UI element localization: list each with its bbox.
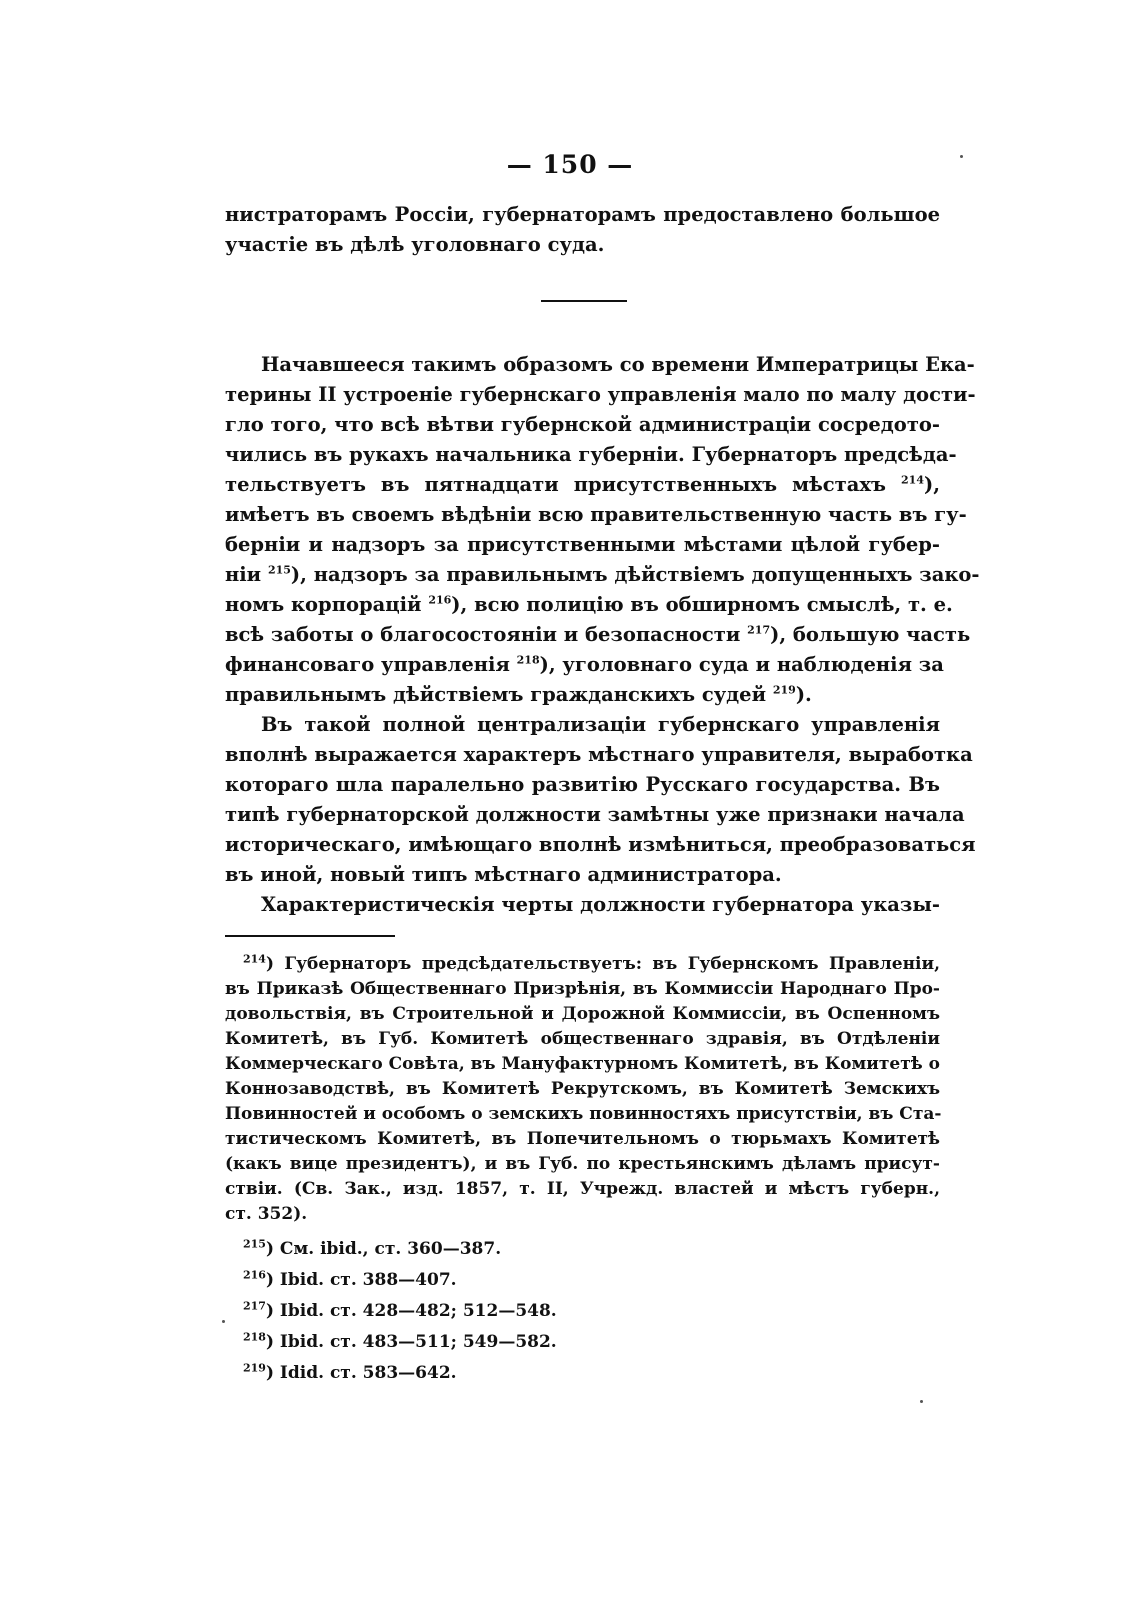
footnote-217: $^{217}$) Ibid. ст. 428—482; 512—548. — [243, 1299, 557, 1321]
footnote-marker: 219 — [243, 1361, 266, 1375]
footnote-line: ст. 352). — [225, 1204, 308, 1224]
footnote-line: Повинностей и особомъ о земскихъ повинностяхъ присутствіи, въ Ста- — [225, 1104, 942, 1124]
section-divider — [541, 300, 627, 302]
footnote-line: Коммерческаго Совѣта, въ Мануфактурномъ Комитетѣ, въ Комитетѣ о — [225, 1054, 940, 1074]
footnote-line: Комитетѣ, въ Губ. Комитетѣ общественнаго здравія, въ Отдѣленіи — [225, 1029, 940, 1049]
footnote-divider — [225, 935, 395, 937]
text-line: Характеристическія черты должности губернатора указы- — [261, 893, 940, 916]
scan-speck — [960, 155, 963, 158]
text-line: историческаго, имѣющаго вполнѣ измѣниться, преобразоваться — [225, 833, 976, 856]
footnote-line: тистическомъ Комитетѣ, въ Попечительномъ о тюрьмахъ Комитетѣ — [225, 1129, 940, 1149]
footnote-ref-214[interactable]: 214 — [901, 473, 924, 487]
continuation-paragraph — [225, 200, 940, 260]
footnote-marker: 218 — [243, 1330, 266, 1344]
footnote-ref-217[interactable]: 217 — [747, 623, 771, 637]
footnote-marker: 214 — [243, 952, 266, 966]
text-line: финансоваго управленія $^{218}$), уголовнаго суда и наблюденія за — [225, 653, 944, 676]
text-line: въ иной, новый типъ мѣстнаго администратора. — [225, 863, 782, 886]
text-line: терины II устроеніе губернскаго управленія мало по малу дости- — [225, 383, 976, 406]
footnote-218: $^{218}$) Ibid. ст. 483—511; 549—582. — [243, 1330, 557, 1352]
text-line: типѣ губернаторской должности замѣтны уже признаки начала — [225, 803, 965, 826]
footnote-marker: 215 — [243, 1237, 266, 1251]
footnote-ref-219[interactable]: 219 — [772, 683, 796, 697]
paragraph-centralization-origin — [225, 350, 980, 710]
text-line: имѣетъ въ своемъ вѣдѣніи всю правительственную часть въ гу- — [225, 503, 967, 526]
text-line: всѣ заботы о благосостояніи и безопасности $^{217}$), большую часть — [225, 623, 971, 646]
text-line: берніи и надзоръ за присутственными мѣстами цѣлой губер- — [225, 533, 940, 556]
text-line: ніи $^{215}$), надзоръ за правильнымъ дѣйствіемъ допущенныхъ зако- — [225, 563, 980, 586]
text-line: вполнѣ выражается характеръ мѣстнаго управителя, выработка — [225, 743, 973, 766]
footnote-215: $^{215}$) См. ibid., ст. 360—387. — [243, 1237, 502, 1259]
text-line: номъ корпорацій $^{216}$), всю полицію въ обширномъ смыслѣ, т. е. — [225, 593, 953, 616]
text-line: Въ такой полной централизаціи губернскаго управленія — [261, 713, 940, 736]
footnote-line: ствіи. (Св. Зак., изд. 1857, т. II, Учрежд. властей и мѣстъ губерн., — [225, 1179, 940, 1199]
text-line: котораго шла паралельно развитію Русскаго государства. Въ — [225, 773, 940, 796]
footnote-line: Коннозаводствѣ, въ Комитетѣ Рекрутскомъ, въ Комитетѣ Земскихъ — [225, 1079, 940, 1099]
text-line: правильнымъ дѣйствіемъ гражданскихъ судей $^{219}$). — [225, 683, 812, 706]
footnote-ref-216[interactable]: 216 — [428, 593, 452, 607]
footnote-marker: 217 — [243, 1299, 266, 1313]
text-line: тельствуетъ въ пятнадцати присутственныхъ мѣстахъ $^{214}$), — [225, 473, 940, 496]
footnotes — [225, 952, 940, 1386]
text-line: нистраторамъ Россіи, губернаторамъ предоставлено большое — [225, 203, 940, 226]
text-line: Начавшееся такимъ образомъ со времени Императрицы Ека- — [261, 353, 975, 376]
footnote-line: (какъ вице президентъ), и въ Губ. по крестьянскимъ дѣламъ присут- — [225, 1154, 940, 1174]
scan-speck — [920, 1400, 923, 1403]
footnote-marker: 216 — [243, 1268, 266, 1282]
paragraph-centralization-character — [225, 710, 976, 890]
paragraph-governor-traits — [225, 890, 940, 920]
footnote-216: $^{216}$) Ibid. ст. 388—407. — [243, 1268, 457, 1290]
main-text — [225, 350, 980, 920]
page-number: — 150 — — [506, 150, 634, 179]
footnote-line: $^{214}$) Губернаторъ предсѣдательствуетъ: въ Губернскомъ Правленіи, — [243, 952, 940, 974]
text-line: гло того, что всѣ вѣтви губернской администраціи сосредото- — [225, 413, 940, 436]
scan-speck — [222, 1320, 225, 1323]
footnote-ref-218[interactable]: 218 — [516, 653, 540, 667]
footnote-line: въ Приказѣ Общественнаго Призрѣнія, въ Коммиссіи Народнаго Про- — [225, 979, 940, 999]
footnote-line: довольствія, въ Строительной и Дорожной Коммиссіи, въ Оспенномъ — [225, 1004, 940, 1024]
footnote-219: $^{219}$) Idid. ст. 583—642. — [243, 1361, 457, 1383]
text-line: чились въ рукахъ начальника губерніи. Губернаторъ предсѣда- — [225, 443, 957, 466]
footnote-214 — [225, 952, 940, 1227]
footnote-ref-215[interactable]: 215 — [267, 563, 291, 577]
text-line: участіе въ дѣлѣ уголовнаго суда. — [225, 233, 605, 256]
